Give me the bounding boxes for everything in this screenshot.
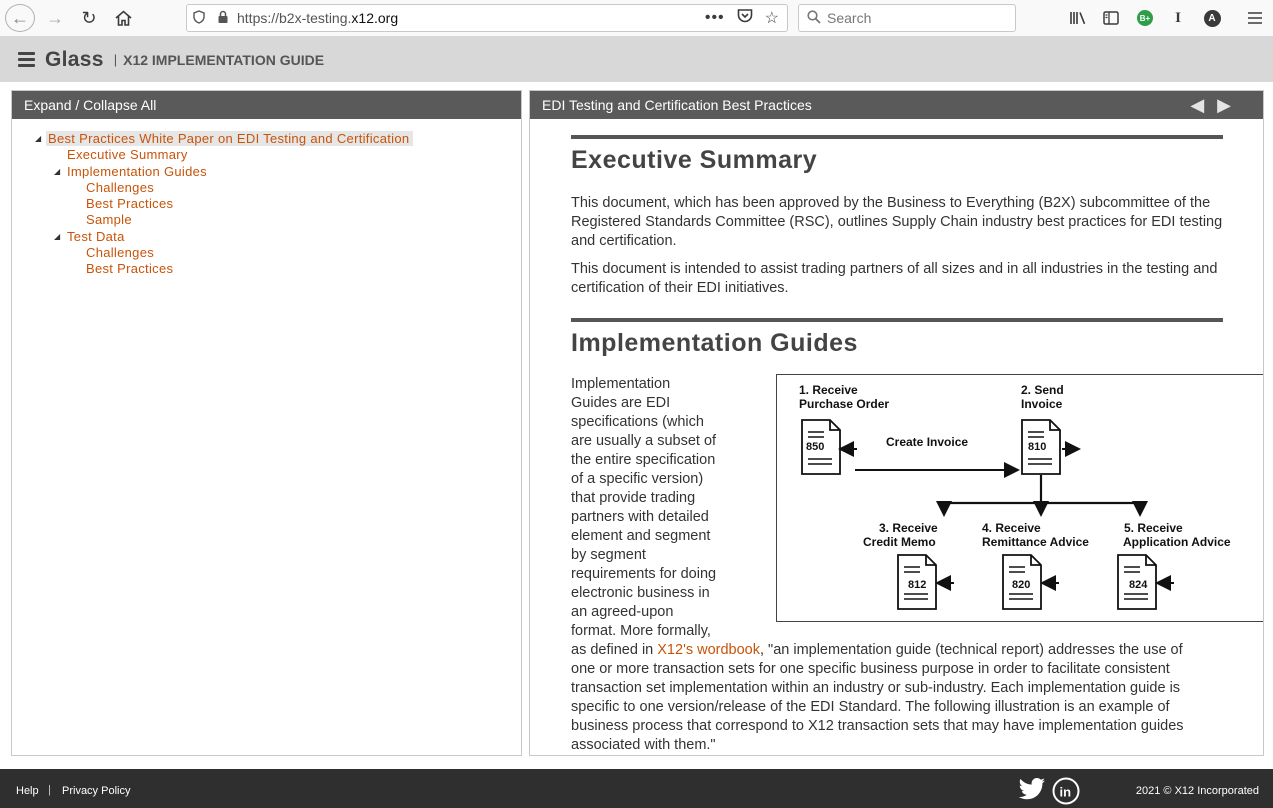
document-824-icon [1118,555,1156,609]
impl-paragraph-continued: as defined in X12's wordbook, "an implementation guide (technical report) addresses the use of [571,642,1183,658]
lock-icon[interactable] [211,10,235,27]
section-divider [571,135,1223,139]
hamburger-menu-icon[interactable] [18,52,35,67]
tree-item-test-data-challenges[interactable]: Challenges [86,245,155,261]
app-header [0,37,1273,82]
document-body [571,135,1231,755]
shield-icon[interactable] [187,10,211,27]
document-820-icon [1003,555,1041,609]
navigation-panel [11,90,522,756]
search-icon [807,10,821,27]
svg-text:850: 850 [806,441,825,453]
wordbook-link[interactable]: X12's wordbook [657,642,760,658]
svg-text:in: in [1059,784,1072,800]
text-line: that provide trading [571,490,696,506]
tree-item-test-data-best-practices[interactable]: Best Practices [86,261,174,277]
forward-arrow-icon[interactable]: → [46,7,64,28]
document-812-icon [898,555,936,609]
help-link[interactable]: Help [16,785,39,797]
search-input[interactable] [798,4,1016,32]
section-heading-executive-summary: Executive Summary [571,146,818,174]
text-line: by segment [571,547,646,563]
url-text: https://b2x-testing.x12.org [237,10,399,26]
address-bar[interactable] [186,4,788,32]
menu-icon[interactable] [1243,6,1267,30]
text-line: electronic business in [571,585,710,601]
text-line: format. More formally, [571,623,711,639]
back-arrow-icon[interactable]: ← [5,4,35,32]
toc-tree [12,119,521,278]
text-line: partners with detailed [571,509,709,525]
business-process-diagram [776,374,1264,622]
tree-item-best-practices[interactable]: Best Practices [86,196,174,212]
text-line: associated with them." [571,737,716,753]
library-icon[interactable] [1066,6,1090,30]
text-line: specific to one version/release of the EDI Standard. The following illustration is an example of [571,699,1170,715]
tree-item-executive-summary[interactable]: Executive Summary [67,147,188,163]
text-line: requirements for doing [571,566,717,582]
exec-paragraph-1: This document, which has been approved by the Business to Everything (B2X) subcommittee of the Registered Standards Committee (RSC), outlines Supply Chain industry best practices for EDI testing and certification. [571,195,1223,249]
home-icon[interactable] [108,4,138,32]
guide-title: X12 IMPLEMENTATION GUIDE [123,51,325,68]
privacy-policy-link[interactable]: Privacy Policy [62,785,131,797]
tree-item-implementation-guides[interactable]: ◢ Implementation Guides [54,163,207,179]
tree-item-challenges[interactable]: Challenges [86,179,155,195]
text-line: the entire specification [571,452,716,468]
text-line: of a specific version) [571,471,704,487]
document-810-icon [1022,420,1060,474]
content-header [530,91,1263,119]
linkedin-icon[interactable] [1052,777,1080,808]
reload-icon[interactable]: ↻ [81,7,97,28]
extension-icon[interactable]: B+ [1133,6,1157,30]
svg-text:810: 810 [1028,441,1047,453]
text-line: an agreed-upon [571,604,674,620]
tree-item-test-data[interactable]: ◢ Test Data [54,228,125,244]
brand-separator: | [113,52,118,67]
text-line: Guides are EDI [571,395,671,411]
previous-page-icon[interactable]: ◀ [1190,95,1205,115]
section-heading-implementation-guides: Implementation Guides [571,329,858,357]
browser-toolbar [0,0,1273,37]
step-1-label: 1. Receive Purchase Order [799,383,890,411]
page-actions-icon[interactable]: ••• [704,9,725,26]
search-placeholder: Search [827,10,872,26]
sidebar-icon[interactable] [1099,6,1123,30]
text-cursor-icon[interactable]: I [1175,9,1181,26]
exec-paragraph-2: This document is intended to assist trading partners of all sizes and in all industries in the testing and certification of their EDI initiatives. [571,261,1218,296]
step-5-label: 5. Receive Application Advice [1123,521,1231,549]
bookmark-star-icon[interactable]: ☆ [764,10,779,27]
text-line: are usually a subset of [571,433,717,449]
twitter-icon[interactable] [1018,777,1046,808]
document-title: EDI Testing and Certification Best Practices [542,97,812,113]
expanded-triangle-icon[interactable]: ◢ [35,134,42,143]
svg-text:824: 824 [1129,579,1148,591]
account-icon[interactable]: A [1200,6,1224,30]
text-line: specifications (which [571,414,704,430]
text-line: Implementation [571,376,671,392]
step-4-label: 4. Receive Remittance Advice [982,521,1089,549]
brand-logo[interactable]: Glass [45,47,104,71]
text-line: one or more transaction sets for one specific business purpose in order to facilitate consistent [571,661,1170,677]
svg-text:820: 820 [1012,579,1031,591]
step-3-label: 3. Receive Credit Memo [863,521,938,549]
section-divider [571,318,1223,322]
impl-paragraph-wrapped [571,375,729,641]
expanded-triangle-icon[interactable]: ◢ [54,166,61,176]
expand-collapse-all[interactable]: Expand / Collapse All [12,91,521,119]
tree-item-root[interactable]: ◢ Best Practices White Paper on EDI Testing and Certification [12,131,521,147]
footer-separator: | [48,784,51,796]
page-footer [0,769,1273,808]
create-invoice-label: Create Invoice [886,435,969,449]
text-line: transaction set implementation within an industry or sub-industry. Each implementation guide is [571,680,1181,696]
copyright-text: 2021 © X12 Incorporated [1135,785,1259,797]
document-850-icon [802,420,840,474]
tree-item-sample[interactable]: Sample [86,212,132,228]
svg-text:812: 812 [908,579,927,591]
next-page-icon[interactable]: ▶ [1217,95,1231,115]
step-2-label: 2. Send Invoice [1021,383,1064,411]
pocket-icon[interactable] [737,8,753,28]
text-line: business process that correspond to X12 transaction sets that may have implementation guides [571,718,1184,734]
content-panel [529,90,1264,756]
expanded-triangle-icon[interactable]: ◢ [54,231,61,241]
text-line: element and segment [571,528,711,544]
